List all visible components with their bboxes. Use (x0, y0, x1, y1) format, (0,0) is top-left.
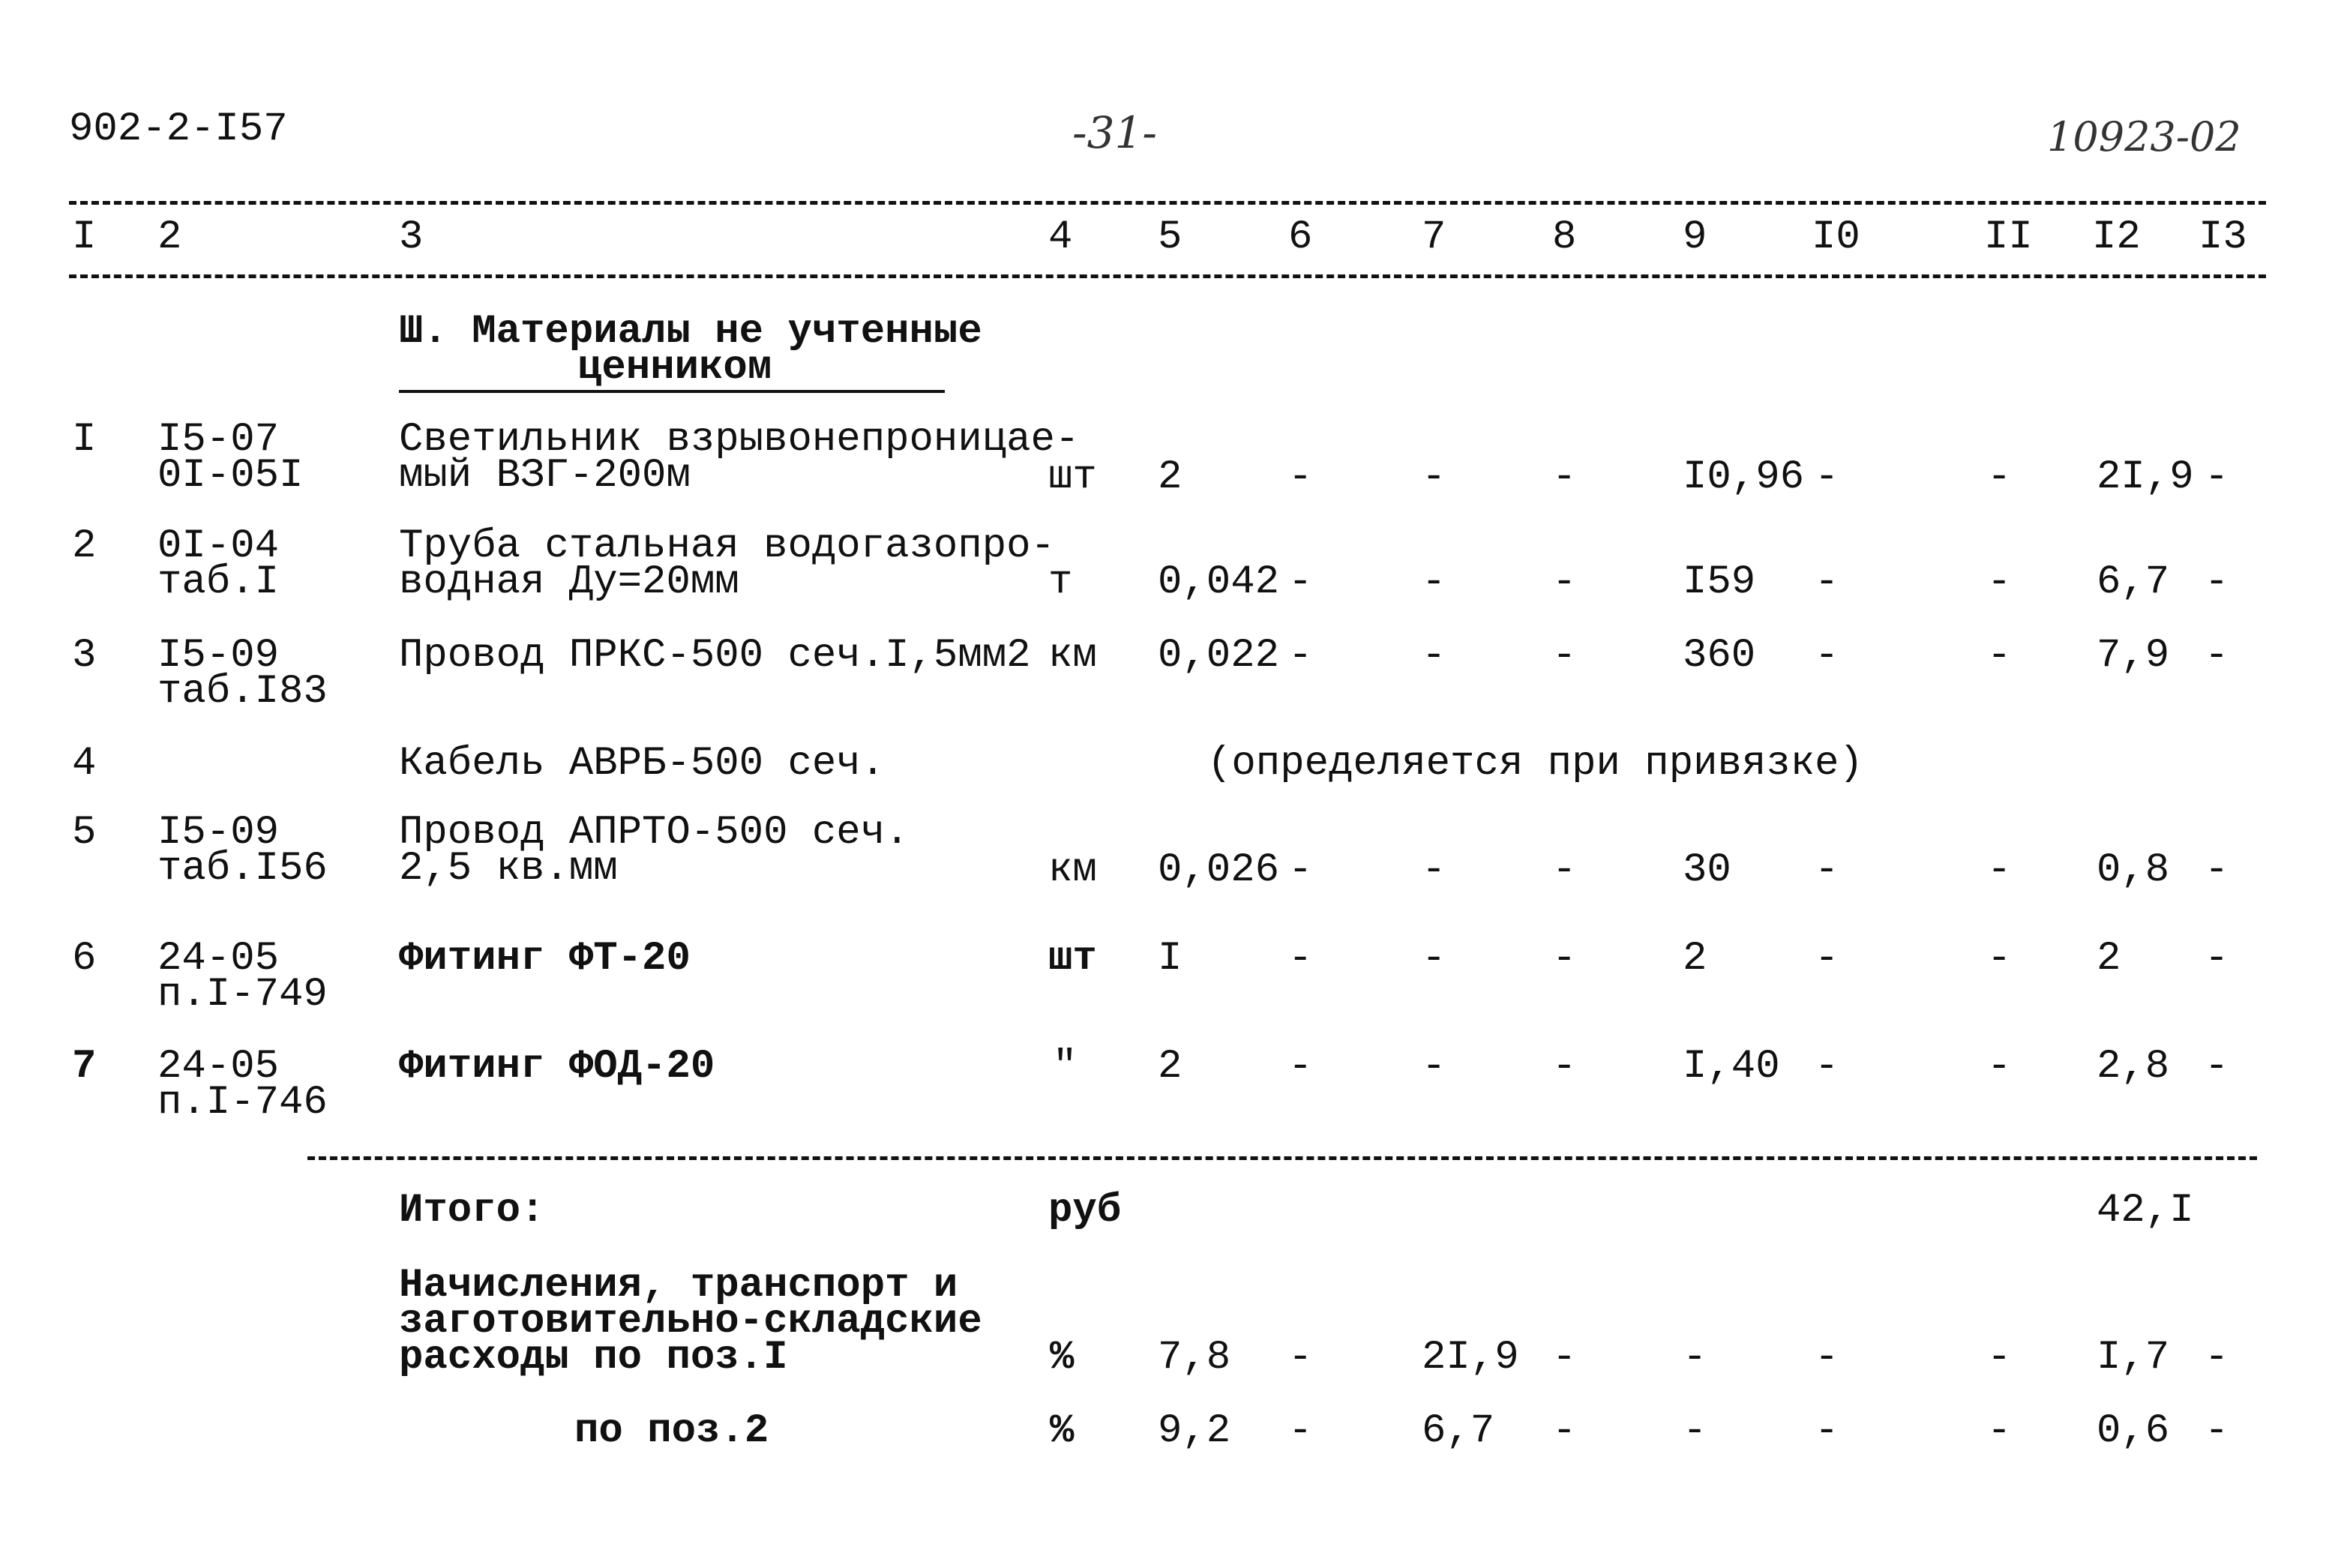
row-name: Кабель АВРБ-500 сеч. (399, 741, 886, 787)
row-c10: - (1815, 559, 1839, 605)
row-c9: 2 (1683, 936, 1707, 982)
row-c12: 2 (2097, 936, 2121, 982)
row-name: Провод ПРКС-500 сеч.I,5мм2 (399, 633, 1031, 679)
charges-c9: - (1683, 1408, 1707, 1454)
row-unit: шт (1048, 454, 1097, 500)
column-number: 4 (1048, 214, 1073, 260)
row-c5: 0,026 (1158, 847, 1280, 893)
column-number: 9 (1683, 214, 1707, 260)
total-value: 42,I (2097, 1188, 2194, 1234)
row-c13: - (2205, 633, 2229, 679)
charges-c5: 9,2 (1158, 1408, 1231, 1454)
charges-c5: 7,8 (1158, 1335, 1231, 1381)
row-c7: - (1422, 454, 1446, 500)
charges-c8: - (1552, 1335, 1577, 1381)
row-code: таб.I56 (157, 846, 328, 892)
charges-c11: - (1987, 1408, 2012, 1454)
row-c12: 2,8 (2097, 1044, 2170, 1090)
row-c7: - (1422, 936, 1446, 982)
charges-c13: - (2205, 1335, 2229, 1381)
charges-c11: - (1987, 1335, 2012, 1381)
row-c8: - (1552, 454, 1577, 500)
row-c5: I (1158, 936, 1182, 982)
row-unit: шт (1048, 936, 1097, 982)
row-c8: - (1552, 559, 1577, 605)
charges-text: заготовительно-складские (399, 1299, 982, 1345)
row-number: 6 (72, 936, 97, 982)
row-unit: т (1048, 559, 1073, 605)
row-name: Светильник взрывонепроницае- (399, 417, 1080, 463)
column-number: I0 (1812, 214, 1860, 260)
row-c7: - (1422, 633, 1446, 679)
row-c5: 2 (1158, 454, 1182, 500)
row-name: Провод АПРТО-500 сеч. (399, 810, 910, 856)
row-number: 5 (72, 810, 97, 856)
column-number: 8 (1552, 214, 1577, 260)
row-code: 0I-04 (157, 523, 280, 569)
row-c5: 0,022 (1158, 633, 1280, 679)
row-c8: - (1552, 1044, 1577, 1090)
row-number: I (72, 417, 97, 463)
row-c12: 6,7 (2097, 559, 2170, 605)
row-code: таб.I (157, 559, 280, 605)
column-number: II (1984, 214, 2033, 260)
row-c7: - (1422, 1044, 1446, 1090)
row-unit: км (1048, 633, 1097, 679)
charges-unit: % (1050, 1408, 1075, 1454)
row-c9: 30 (1683, 847, 1731, 893)
row-c10: - (1815, 633, 1839, 679)
row-c7: - (1422, 847, 1446, 893)
row-c5: 0,042 (1158, 559, 1280, 605)
charges-c13: - (2205, 1408, 2229, 1454)
row-name: Фитинг ФТ-20 (399, 936, 691, 982)
row-number: 4 (72, 741, 97, 787)
total-divider (307, 1156, 2257, 1160)
row-c10: - (1815, 847, 1839, 893)
header-rule-top (69, 201, 2266, 205)
row-c11: - (1987, 1044, 2012, 1090)
row-c11: - (1987, 454, 2012, 500)
charges-text: Начисления, транспорт и (399, 1263, 958, 1309)
row-c10: - (1815, 1044, 1839, 1090)
row-note: (определяется при привязке) (1207, 741, 1863, 787)
charges-c10: - (1815, 1408, 1839, 1454)
row-c9: 360 (1683, 633, 1756, 679)
section-title-cont: ценником (577, 345, 772, 391)
row-c13: - (2205, 847, 2229, 893)
charges-c6: - (1288, 1335, 1313, 1381)
column-number: 2 (157, 214, 182, 260)
row-number: 3 (72, 633, 97, 679)
row-code: п.I-746 (157, 1080, 328, 1126)
column-number: 5 (1158, 214, 1182, 260)
charges-c9: - (1683, 1335, 1707, 1381)
charges-c7: 6,7 (1422, 1408, 1495, 1454)
row-c13: - (2205, 1044, 2229, 1090)
charges-c12: I,7 (2097, 1335, 2170, 1381)
row-name: Труба стальная водогазопро- (399, 523, 1055, 569)
row-c10: - (1815, 936, 1839, 982)
row-name: Фитинг ФОД-20 (399, 1044, 715, 1090)
column-number: 3 (399, 214, 424, 260)
header-rule-bottom (69, 274, 2266, 278)
row-c11: - (1987, 936, 2012, 982)
row-code: п.I-749 (157, 972, 328, 1018)
page-number: -31- (1072, 107, 1157, 158)
row-code: I5-09 (157, 633, 280, 679)
column-number: 6 (1288, 214, 1313, 260)
row-code: 24-05 (157, 1044, 280, 1090)
row-c6: - (1288, 936, 1313, 982)
doc-code: 902-2-I57 (69, 106, 288, 152)
row-c12: 2I,9 (2097, 454, 2194, 500)
charges-c7: 2I,9 (1422, 1335, 1519, 1381)
row-number: 7 (72, 1044, 97, 1090)
row-c10: - (1815, 454, 1839, 500)
row-c9: I,40 (1683, 1044, 1780, 1090)
column-number: I (72, 214, 97, 260)
section-underline (399, 390, 945, 393)
row-unit: км (1048, 847, 1097, 893)
row-name: водная Ду=20мм (399, 559, 739, 605)
row-c6: - (1288, 1044, 1313, 1090)
row-c11: - (1987, 633, 2012, 679)
charges-label: по поз.2 (574, 1408, 769, 1454)
row-c9: I0,96 (1683, 454, 1805, 500)
row-c13: - (2205, 559, 2229, 605)
total-unit: руб (1048, 1188, 1122, 1234)
row-c13: - (2205, 936, 2229, 982)
row-code: I5-07 (157, 417, 280, 463)
row-c5: 2 (1158, 1044, 1182, 1090)
row-c13: - (2205, 454, 2229, 500)
charges-text: расходы по поз.I (399, 1335, 788, 1381)
row-name: мый ВЗГ-200м (399, 453, 691, 499)
row-c6: - (1288, 847, 1313, 893)
charges-c6: - (1288, 1408, 1313, 1454)
row-c8: - (1552, 847, 1577, 893)
row-unit: " (1053, 1044, 1078, 1090)
row-code: 24-05 (157, 936, 280, 982)
row-c12: 0,8 (2097, 847, 2170, 893)
row-code: I5-09 (157, 810, 280, 856)
row-name: 2,5 кв.мм (399, 846, 618, 892)
row-c7: - (1422, 559, 1446, 605)
row-c6: - (1288, 633, 1313, 679)
charges-c12: 0,6 (2097, 1408, 2170, 1454)
row-c12: 7,9 (2097, 633, 2170, 679)
row-c6: - (1288, 559, 1313, 605)
sheet-code: 10923-02 (2047, 113, 2241, 160)
row-c6: - (1288, 454, 1313, 500)
charges-c10: - (1815, 1335, 1839, 1381)
section-title: Ш. Материалы не учтенные (399, 309, 982, 355)
charges-c8: - (1552, 1408, 1577, 1454)
row-c9: I59 (1683, 559, 1756, 605)
row-code: 0I-05I (157, 453, 304, 499)
column-number: I2 (2092, 214, 2141, 260)
row-c8: - (1552, 936, 1577, 982)
row-c11: - (1987, 847, 2012, 893)
column-number: 7 (1422, 214, 1446, 260)
column-number: I3 (2199, 214, 2247, 260)
row-c8: - (1552, 633, 1577, 679)
row-c11: - (1987, 559, 2012, 605)
charges-unit: % (1050, 1335, 1075, 1381)
total-label: Итого: (399, 1188, 545, 1234)
row-number: 2 (72, 523, 97, 569)
row-code: таб.I83 (157, 669, 328, 715)
